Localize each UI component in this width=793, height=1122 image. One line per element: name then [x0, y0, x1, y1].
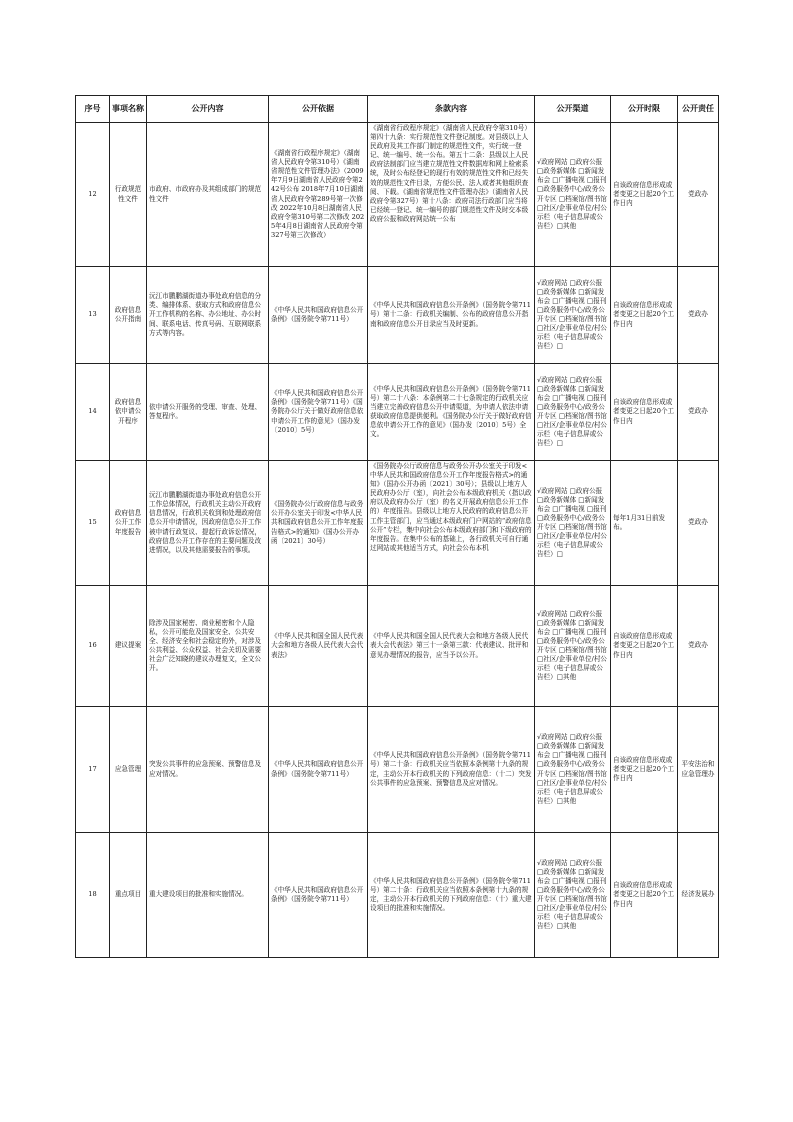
- disclosure-content: 重大建设项目的批准和实施情况。: [147, 833, 269, 958]
- clause-text: 《国务院办公厅政府信息与政务公开办公室关于印发<中华人民共和国政府信息公开工作年度报告格式>的通知》（国办公开办函〔2021〕30号）；县级以上地方人民政府办公厅（室），向社会公布本级政府机关（指以政府以及政府办公厅（室）的名义开展政府信息公开工作的）年度报告。县级以上地方人民政府的政府信息公开工作主管部门，应当通过本级政府门户网站的“政府信息公开”专栏，集中向社会公布本级政府部门和下级政府的年度报告。在集中公布的基础上，各行政机关可自行通过网站或其他适当方式，向社会公布本机: [370, 462, 532, 552]
- disclosure-channel: √政府网站 □政府公报 □政务新媒体 □新闻发布会 □广播电视 □报刊 □政务服务中心/政务公开专区 □档案馆/图书馆 □社区/企事业单位/村公示栏（电子信息屏或公告栏）□其他: [535, 123, 611, 267]
- disclosure-timeline: 自该政府信息形成或者变更之日起20个工作日内: [611, 267, 678, 364]
- disclosure-content: 突发公共事件的应急预案、预警信息及应对情况。: [147, 707, 269, 833]
- clause-content: 《中华人民共和国全国人民代表大会和地方各级人民代表大会代表法》第三十一条第三款：代表建议、批评和意见办理情况的报告，应当予以公开。: [368, 586, 535, 707]
- disclosure-channel: √政府网站 □政府公报 □政务新媒体 □新闻发布会 □广播电视 □报刊 □政务服务中心/政务公开专区 □档案馆/图书馆 □社区/企事业单位/村公示栏（电子信息屏或公告栏）□: [535, 364, 611, 461]
- disclosure-basis: 《中华人民共和国政府信息公开条例》（国务院令第711号）: [269, 833, 368, 958]
- row-number: 13: [76, 267, 110, 364]
- clause-content: 《中华人民共和国政府信息公开条例》（国务院令第711号）第十二条：行政机关编制、公布的政府信息公开指南和政府信息公开目录应当及时更新。: [368, 267, 535, 364]
- item-name: 政府信息公开工作年度报告: [110, 461, 147, 586]
- responsible-unit: 党政办: [678, 461, 719, 586]
- header-channel: 公开渠道: [535, 96, 611, 123]
- responsible-unit: 平安法治和应急管理办: [678, 707, 719, 833]
- responsible-unit: 党政办: [678, 364, 719, 461]
- disclosure-content: 沅江市鹏鹏湖街道办事处政府信息的分类、编排体系、获取方式和政府信息公开工作机构的名称、办公地址、办公时间、联系电话、传真号码、互联网联系方式等内容。: [147, 267, 269, 364]
- disclosure-basis: 《中华人民共和国政府信息公开条例》（国务院令第711号）《国务院办公厅关于做好政府信息依申请公开工作的意见》（国办发〔2010〕5号）: [269, 364, 368, 461]
- item-name: 政府信息依申请公开程序: [110, 364, 147, 461]
- header-timeline: 公开时限: [611, 96, 678, 123]
- disclosure-channel: √政府网站 □政府公报 □政务新媒体 □新闻发布会 □广播电视 □报刊 □政务服务中心/政务公开专区 □档案馆/图书馆 □社区/企事业单位/村公示栏（电子信息屏或公告栏）□: [535, 461, 611, 586]
- disclosure-content: 除涉及国家秘密、商业秘密和个人隐私，公开可能危及国家安全、公共安全、经济安全和社会稳定的外，对涉及公共利益、公众权益、社会关切及需要社会广泛知晓的建议办理复文，全文公开。: [147, 586, 269, 707]
- disclosure-timeline: 自该政府信息形成或者变更之日起20个工作日内: [611, 364, 678, 461]
- clause-text: 《湖南省行政程序规定》（湖南省人民政府令第310号）第四十九条：实行规范性文件登记制度。对县级以上人民政府及其工作部门制定的规范性文件，实行统一登记、统一编号、统一公布。第五十二条：县级以上人民政府法制部门应当建立规范性文件数据库和网上检索系统，及时公布经登记的现行有效的规范性文件和已经失效的规范性文件目录，方便公民、法人或者其他组织查阅、下载。《湖南省规范性文件管理办法》（湖南省人民政府令第327号）第十八条：政府司法行政部门应当将已经统一登记、统一编号的部门规范性文件及时交本级政府公报和政府网站统一公布: [370, 124, 531, 223]
- disclosure-timeline: 自该政府信息形成或者变更之日起20个工作日内: [611, 833, 678, 958]
- item-name: 行政规范性文件: [110, 123, 147, 267]
- disclosure-basis: 《中华人民共和国全国人民代表大会和地方各级人民代表大会代表法》: [269, 586, 368, 707]
- table-row: [76, 267, 719, 364]
- table-row: [76, 707, 719, 833]
- clause-content: 《中华人民共和国政府信息公开条例》（国务院令第711号）第二十八条：本条例第二十七条规定的行政机关应当建立完善政府信息公开申请渠道，为申请人依法申请获取政府信息提供便利。《国务院办公厅关于做好政府信息依申请公开工作的意见》（国办发〔2010〕5号）全文。: [368, 364, 535, 461]
- disclosure-table: [75, 95, 719, 958]
- table-row: [76, 123, 719, 267]
- header-no: 序号: [76, 96, 110, 123]
- disclosure-timeline: 自该政府信息形成或者变更之日起20个工作日内: [611, 123, 678, 267]
- item-name: 重点项目: [110, 833, 147, 958]
- disclosure-content: 沅江市鹏鹏湖街道办事处政府信息公开工作总体情况，行政机关主动公开政府信息情况，行政机关收到和处理政府信息公开申请情况，因政府信息公开工作被申请行政复议、提起行政诉讼情况，政府信息公开工作存在的主要问题及改进情况，以及其他需要报告的事项。: [147, 461, 269, 586]
- table-row: [76, 586, 719, 707]
- row-number: 18: [76, 833, 110, 958]
- responsible-unit: 党政办: [678, 123, 719, 267]
- disclosure-timeline: 自该政府信息形成或者变更之日起20个工作日内: [611, 707, 678, 833]
- clause-content: [368, 123, 535, 267]
- clause-content: 《中华人民共和国政府信息公开条例》（国务院令第711号）第二十条：行政机关应当依照本条例第十九条的规定，主动公开本行政机关的下列政府信息：（十二）突发公共事件的应急预案、预警信息及应对情况。: [368, 707, 535, 833]
- disclosure-basis: 《中华人民共和国政府信息公开条例》（国务院令第711号）: [269, 267, 368, 364]
- header-responsible: 公开责任: [678, 96, 719, 123]
- disclosure-basis: 《湖南省行政程序规定》（湖南省人民政府令第310号）《湖南省规范性文件管理办法》（2009年7月9日湖南省人民政府令第242号公布 2018年7月10日湖南省人民政府令第289号第一次修改 2022年10月8日湖南省人民政府令第310号第二次修改 2025年4月8日湖南省人民政府令第327号第三次修改）: [269, 123, 368, 267]
- responsible-unit: 党政办: [678, 267, 719, 364]
- table-row: [76, 364, 719, 461]
- row-number: 12: [76, 123, 110, 267]
- disclosure-timeline: 每年1月31日前发布。: [611, 461, 678, 586]
- disclosure-channel: √政府网站 □政府公报 □政务新媒体 □新闻发布会 □广播电视 □报刊 □政务服务中心/政务公开专区 □档案馆/图书馆 □社区/企事业单位/村公示栏（电子信息屏或公告栏）□其他: [535, 833, 611, 958]
- disclosure-channel: √政府网站 □政府公报 □政务新媒体 □新闻发布会 □广播电视 □报刊 □政务服务中心/政务公开专区 □档案馆/图书馆 □社区/企事业单位/村公示栏（电子信息屏或公告栏）□: [535, 267, 611, 364]
- disclosure-channel: √政府网站 □政府公报 □政务新媒体 □新闻发布会 □广播电视 □报刊 □政务服务中心/政务公开专区 □档案馆/图书馆 □社区/企事业单位/村公示栏（电子信息屏或公告栏）□其他: [535, 586, 611, 707]
- row-number: 14: [76, 364, 110, 461]
- disclosure-timeline: 自该政府信息形成或者变更之日起20个工作日内: [611, 586, 678, 707]
- header-clause: 条款内容: [368, 96, 535, 123]
- item-name: 应急管理: [110, 707, 147, 833]
- disclosure-content: 市政府、市政府办及其组成部门的规范性文件: [147, 123, 269, 267]
- header-row: [76, 96, 719, 123]
- responsible-unit: 党政办: [678, 586, 719, 707]
- table-row: [76, 833, 719, 958]
- row-number: 16: [76, 586, 110, 707]
- header-item-name: 事项名称: [110, 96, 147, 123]
- clause-content: [368, 461, 535, 586]
- disclosure-content: 依申请公开服务的受理、审查、处理、答复程序。: [147, 364, 269, 461]
- header-basis: 公开依据: [269, 96, 368, 123]
- table-row: [76, 461, 719, 586]
- disclosure-basis: 《中华人民共和国政府信息公开条例》（国务院令第711号）: [269, 707, 368, 833]
- item-name: 政府信息公开指南: [110, 267, 147, 364]
- clause-content: 《中华人民共和国政府信息公开条例》（国务院令第711号）第二十条：行政机关应当依照本条例第十九条的规定，主动公开本行政机关的下列政府信息：（十）重大建设项目的批准和实施情况。: [368, 833, 535, 958]
- row-number: 17: [76, 707, 110, 833]
- disclosure-channel: √政府网站 □政府公报 □政务新媒体 □新闻发布会 □广播电视 □报刊 □政务服务中心/政务公开专区 □档案馆/图书馆 □社区/企事业单位/村公示栏（电子信息屏或公告栏）□其他: [535, 707, 611, 833]
- item-name: 建议提案: [110, 586, 147, 707]
- header-content: 公开内容: [147, 96, 269, 123]
- disclosure-basis: 《国务院办公厅政府信息与政务公开办公室关于印发<中华人民共和国政府信息公开工作年度报告格式>的通知》（国办公开办函〔2021〕30号）: [269, 461, 368, 586]
- responsible-unit: 经济发展办: [678, 833, 719, 958]
- row-number: 15: [76, 461, 110, 586]
